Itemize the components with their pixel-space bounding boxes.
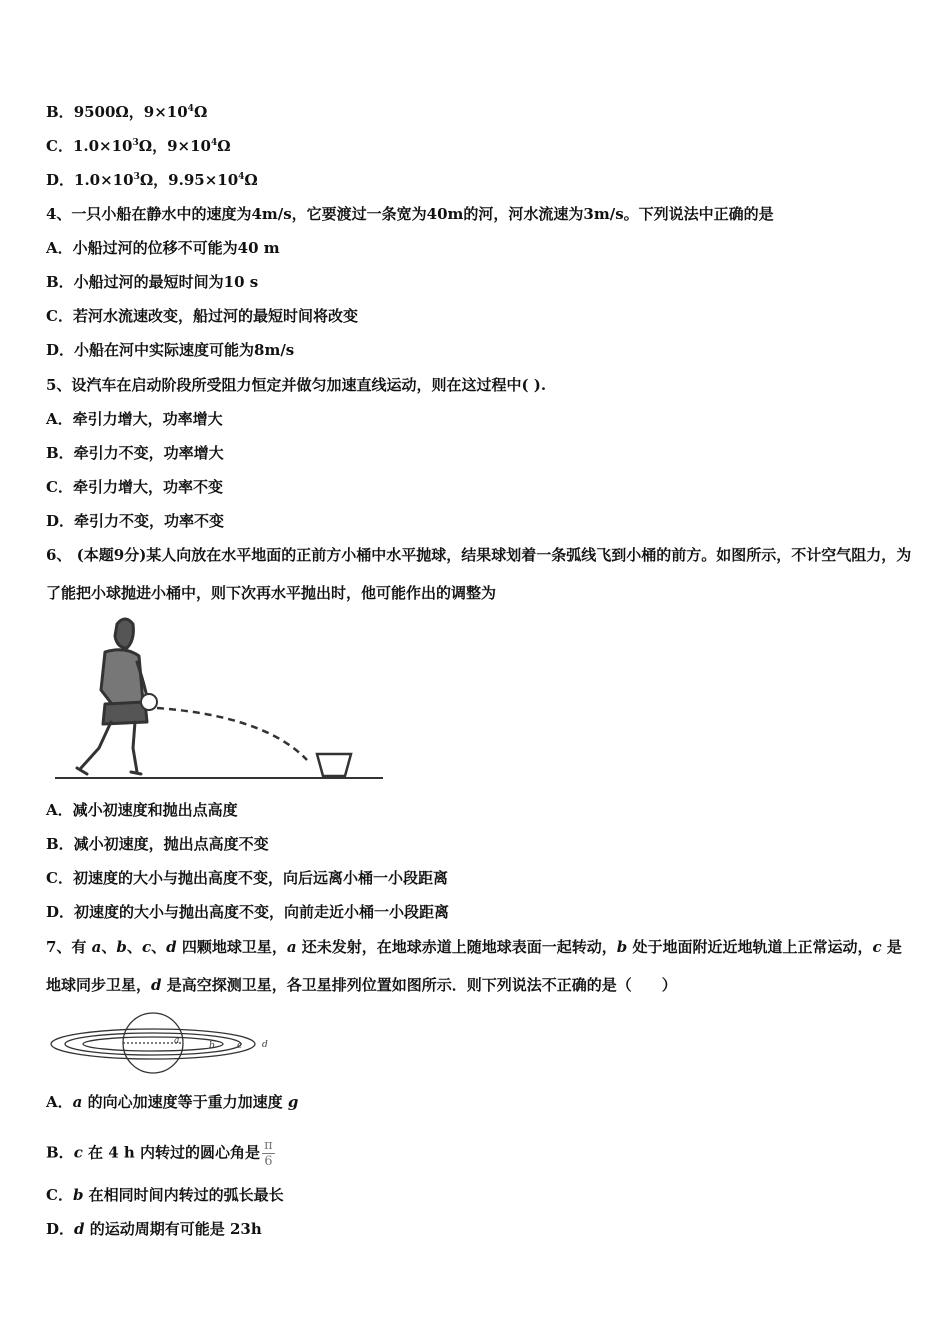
- q5-option-d: D．牵引力不变，功率不变: [46, 512, 225, 530]
- orbit-label-b: b: [209, 1041, 215, 1051]
- q5-option-a: A．牵引力增大，功率增大: [46, 410, 223, 428]
- orbit-label-a: a: [174, 1036, 180, 1046]
- q5-option-b: B．牵引力不变，功率增大: [46, 444, 224, 462]
- q3-option-d: D．$1.0\times 10^3\Omega$，$9.95\times 10^4\Omega$: [46, 171, 258, 189]
- q7-option-b: B．c 在 4 h 内转过的圆心角是 $\frac{\pi}{6}$: [46, 1138, 273, 1169]
- q6-figure-throwing: [55, 612, 390, 784]
- q7-stem: 7、有 a、b、c、d 四颗地球卫星，a 还未发射，在地球赤道上随地球表面一起转动，b 处于地面附近近地轨道上正常运动，c 是地球同步卫星，d 是高空探测卫星，各卫星排列位置如图所示．则下列说法不正确的是（ ）: [46, 938, 902, 994]
- q6-option-b: B．减小初速度，抛出点高度不变: [46, 835, 269, 853]
- q3-option-c: C．$1.0\times 10^3\Omega$，$9\times 10^4\Omega$: [46, 137, 231, 155]
- q5-option-c: C．牵引力增大，功率不变: [46, 478, 223, 496]
- q7-figure-orbits: [46, 1010, 278, 1076]
- q4-stem: 4、一只小船在静水中的速度为4m/s，它要渡过一条宽为40m的河，河水流速为3m/s。下列说法中正确的是: [46, 205, 774, 223]
- q4-option-d: D．小船在河中实际速度可能为8m/s: [46, 341, 295, 359]
- q5-stem: 5、设汽车在启动阶段所受阻力恒定并做匀加速直线运动，则在这过程中( ).: [46, 376, 547, 394]
- q6-option-a: A．减小初速度和抛出点高度: [46, 801, 238, 819]
- q4-option-a: A．小船过河的位移不可能为40 m: [46, 239, 280, 257]
- orbit-label-d: d: [262, 1040, 268, 1050]
- q6-stem: 6、 (本题9分)某人向放在水平地面的正前方小桶中水平抛球，结果球划着一条弧线飞到小桶的前方。如图所示，不计空气阻力，为了能把小球抛进小桶中，则下次再水平抛出时，他可能作出的调整为: [46, 546, 912, 602]
- q7-option-c: C．b 在相同时间内转过的弧长最长: [46, 1186, 284, 1204]
- orbit-label-c: c: [237, 1041, 243, 1051]
- q7-option-a: A．a 的向心加速度等于重力加速度 g: [46, 1093, 299, 1111]
- q4-option-b: B．小船过河的最短时间为10 s: [46, 273, 259, 291]
- q4-option-c: C．若河水流速改变，船过河的最短时间将改变: [46, 307, 358, 325]
- q7-option-d: D．d 的运动周期有可能是 23h: [46, 1220, 262, 1238]
- q3-option-b: B．9500Ω，$9\times 10^4\Omega$: [46, 103, 208, 121]
- fraction-pi-over-6: $\frac{\pi}{6}$: [264, 1138, 273, 1169]
- q6-option-d: D．初速度的大小与抛出高度不变，向前走近小桶一小段距离: [46, 903, 450, 921]
- q6-option-c: C．初速度的大小与抛出高度不变，向后远离小桶一小段距离: [46, 869, 448, 887]
